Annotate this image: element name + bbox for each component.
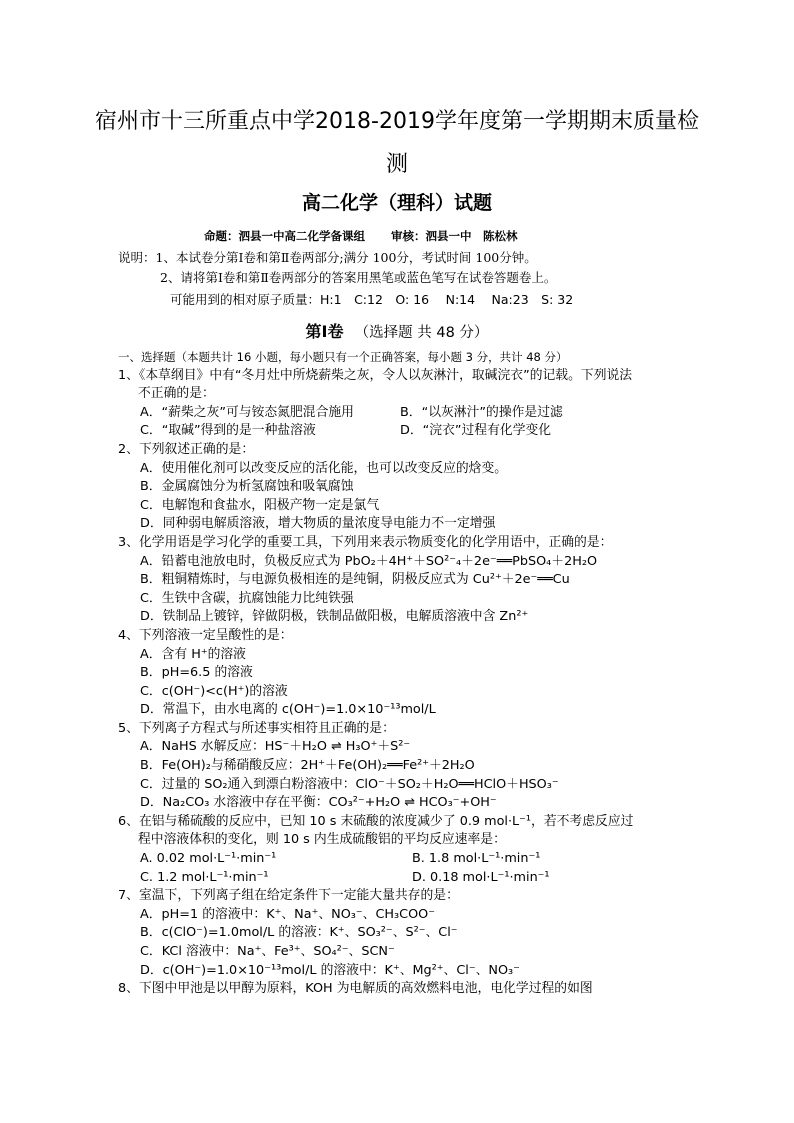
option-5b: B．Fe(OH)₂与稀硝酸反应：2H⁺＋Fe(OH)₂══Fe²⁺＋2H₂O bbox=[140, 758, 475, 774]
option-4a: A．含有 H⁺的溶液 bbox=[140, 646, 246, 662]
option-6d: D. 0.18 mol·L⁻¹·min⁻¹ bbox=[412, 869, 550, 885]
question-body bbox=[118, 348, 688, 999]
question-5-stem: 5、下列离子方程式与所述事实相符且正确的是： bbox=[118, 720, 395, 736]
option-2d: D．同种弱电解质溶液，增大物质的量浓度导电能力不一定增强 bbox=[140, 516, 496, 532]
credits bbox=[204, 228, 518, 244]
option-5d: D．Na₂CO₃ 水溶液中存在平衡：CO₃²⁻+H₂O ⇌ HCO₃⁻+OH⁻ bbox=[140, 795, 497, 811]
option-4c: C．c(OH⁻)<c(H⁺)的溶液 bbox=[140, 683, 288, 699]
question-4-stem: 4、下列溶液一定呈酸性的是： bbox=[118, 627, 293, 643]
exam-subtitle: 高二化学（理科）试题 bbox=[301, 192, 492, 214]
section-title: 第Ⅰ卷 bbox=[305, 322, 344, 341]
note-line-2: 2、请将第Ⅰ卷和第Ⅱ卷两部分的答案用黑笔或蓝色笔写在试卷答题卷上。 bbox=[160, 270, 557, 285]
option-6a: A. 0.02 mol·L⁻¹·min⁻¹ bbox=[140, 851, 277, 867]
option-1c: C．“取碱”得到的是一种盐溶液 bbox=[140, 423, 316, 439]
exam-title-line2: 测 bbox=[385, 152, 408, 177]
question-3-stem: 3、化学用语是学习化学的重要工具，下列用来表示物质变化的化学用语中，正确的是： bbox=[118, 534, 613, 550]
option-7c: C．KCl 溶液中：Na⁺、Fe³⁺、SO₄²⁻、SCN⁻ bbox=[140, 944, 395, 959]
option-7d: D．c(OH⁻)=1.0×10⁻¹³mol/L 的溶液中：K⁺、Mg²⁺、Cl⁻、NO₃⁻ bbox=[140, 962, 520, 978]
question-6-stem-cont: 程中溶液体积的变化，则 10 s 内生成硫酸铝的平均反应速率是： bbox=[138, 832, 506, 848]
option-7b: B．c(ClO⁻)=1.0mol/L 的溶液：K⁺、SO₃²⁻、S²⁻、Cl⁻ bbox=[140, 925, 458, 941]
question-8-stem: 8、下图中甲池是以甲醇为原料，KOH 为电解质的高效燃料电池，电化学过程的如图 bbox=[118, 981, 593, 997]
option-6c: C. 1.2 mol·L⁻¹·min⁻¹ bbox=[140, 869, 269, 885]
option-6b: B. 1.8 mol·L⁻¹·min⁻¹ bbox=[412, 851, 541, 867]
atomic-masses: 可能用到的相对原子质量：H:1 C:12 O: 16 N:14 Na:23 S: 32 bbox=[170, 292, 574, 307]
question-6-options-ab bbox=[118, 850, 688, 869]
credits-author: 命题：泗县一中高二化学备课组 bbox=[204, 229, 365, 243]
option-5c: C．过量的 SO₂通入到漂白粉溶液中：ClO⁻＋SO₂＋H₂O══HClO＋HSO₃⁻ bbox=[140, 776, 559, 792]
option-1b: B．“以灰淋汁”的操作是过滤 bbox=[400, 404, 563, 420]
option-4b: B．pH=6.5 的溶液 bbox=[140, 665, 253, 681]
section-heading bbox=[0, 319, 794, 342]
option-1d: D．“浣衣”过程有化学变化 bbox=[400, 423, 552, 439]
option-3c: C．生铁中含碳，抗腐蚀能力比纯铁强 bbox=[140, 590, 354, 606]
option-4d: D．常温下，由水电离的 c(OH⁻)=1.0×10⁻¹³mol/L bbox=[140, 702, 436, 718]
section-sub: （选择题 共 48 分） bbox=[354, 325, 489, 341]
note-line-1: 说明：1、本试卷分第Ⅰ卷和第Ⅱ卷两部分;满分 100分，考试时间 100分钟。 bbox=[118, 250, 537, 265]
question-1-options-ab bbox=[118, 404, 688, 423]
credits-reviewer: 审核：泗县一中 陈松林 bbox=[391, 229, 518, 243]
option-2a: A．使用催化剂可以改变反应的活化能，也可以改变反应的焓变。 bbox=[140, 460, 508, 476]
option-5a: A．NaHS 水解反应：HS⁻＋H₂O ⇌ H₃O⁺＋S²⁻ bbox=[140, 739, 411, 755]
section-intro: 一、选择题（本题共计 16 小题，每小题只有一个正确答案，每小题 3 分，共计 48 分） bbox=[118, 350, 568, 364]
question-2-stem: 2、下列叙述正确的是： bbox=[118, 441, 255, 457]
option-1a: A．“薪柴之灰”可与铵态氮肥混合施用 bbox=[140, 404, 354, 420]
question-6-stem: 6、在铝与稀硫酸的反应中，已知 10 s 末硫酸的浓度减少了 0.9 mol·L⁻¹，若不考虑反应过 bbox=[118, 813, 634, 829]
option-3b: B．粗铜精炼时，与电源负极相连的是纯铜，阴极反应式为 Cu²⁺＋2e⁻══Cu bbox=[140, 572, 570, 588]
option-2c: C．电解饱和食盐水，阳极产物一定是氯气 bbox=[140, 497, 380, 513]
question-6-options-cd bbox=[118, 869, 688, 888]
question-7-stem: 7、室温下，下列离子组在给定条件下一定能大量共存的是： bbox=[118, 888, 459, 904]
option-3d: D．铁制品上镀锌，锌做阴极，铁制品做阳极，电解质溶液中含 Zn²⁺ bbox=[140, 609, 529, 625]
question-1-options-cd bbox=[118, 422, 688, 441]
exam-title-line1: 宿州市十三所重点中学2018-2019学年度第一学期期末质量检 bbox=[95, 109, 699, 134]
option-7a: A．pH=1 的溶液中：K⁺、Na⁺、NO₃⁻、CH₃COO⁻ bbox=[140, 906, 435, 922]
option-3a: A．铅蓄电池放电时，负极反应式为 PbO₂＋4H⁺＋SO²⁻₄＋2e⁻══PbSO₄＋2H₂O bbox=[140, 553, 598, 569]
question-1-stem-cont: 不正确的是： bbox=[138, 386, 215, 402]
option-2b: B．金属腐蚀分为析氢腐蚀和吸氧腐蚀 bbox=[140, 479, 354, 495]
question-1-stem: 1、《本草纲目》中有“冬月灶中所烧薪柴之灰，令人以灰淋汁，取碱浣衣”的记载。下列说法 bbox=[118, 367, 633, 383]
